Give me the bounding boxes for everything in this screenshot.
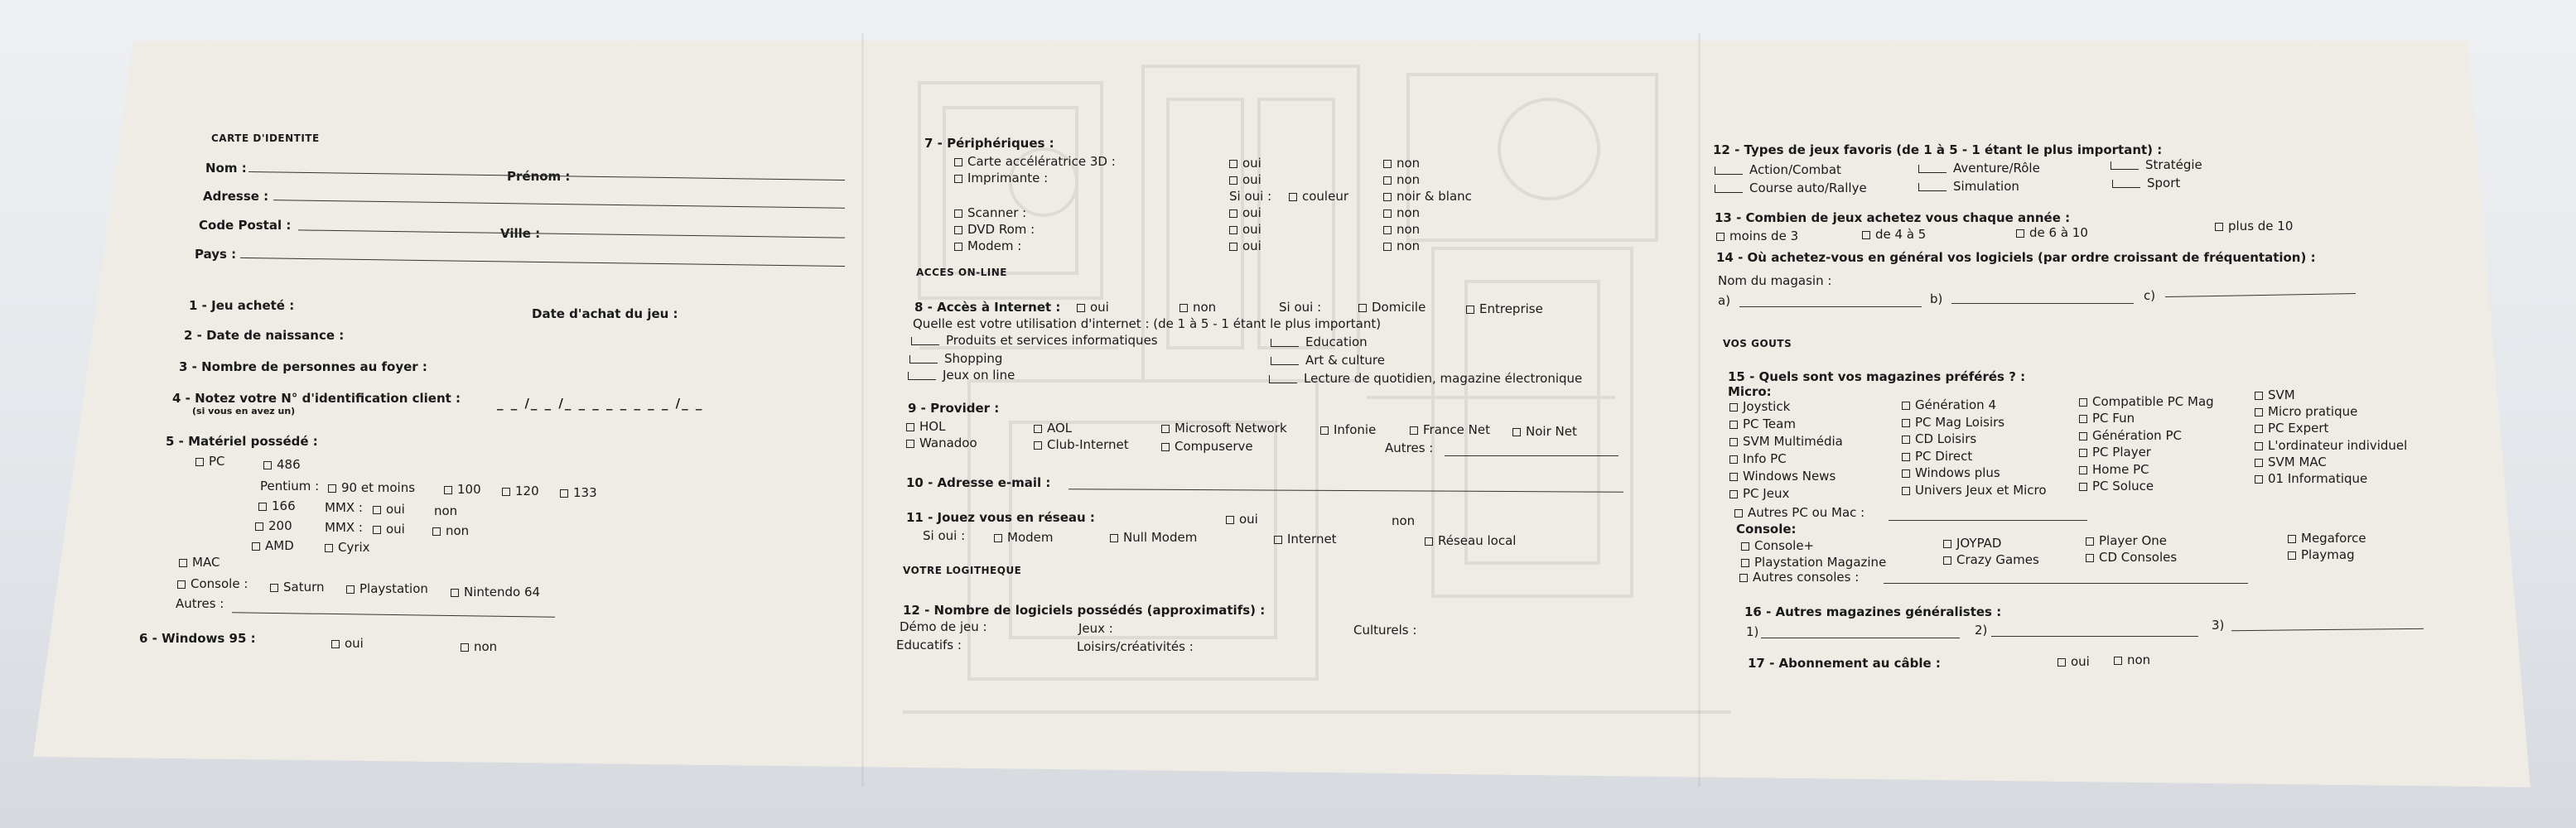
autres-mag-1-label: 1)	[1746, 624, 1759, 639]
couleur-option[interactable]: couleur	[1289, 189, 1348, 204]
msn-option[interactable]: Microsoft Network	[1161, 421, 1287, 436]
q8-non[interactable]: non	[1179, 300, 1216, 315]
console-magazine-option[interactable]	[1741, 555, 1886, 570]
q4-note: (si vous en avez un)	[192, 406, 296, 416]
modem-network-option[interactable]: Modem	[994, 530, 1053, 545]
q8-oui[interactable]: oui	[1077, 300, 1109, 315]
scanner-label: Scanner :	[954, 205, 1026, 220]
magasin-a-label: a)	[1718, 293, 1731, 308]
windows-non[interactable]: non	[461, 639, 497, 654]
loisirs-label: Loisirs/créativités :	[1077, 639, 1194, 654]
compuserve-option[interactable]: Compuserve	[1161, 439, 1253, 454]
magazine-label: SVM Multimédia	[1743, 434, 1843, 449]
noir-blanc-option[interactable]: noir & blanc	[1383, 189, 1472, 204]
nom-magasin-label: Nom du magasin :	[1718, 273, 1832, 288]
console-magazine-option[interactable]	[2086, 550, 2177, 565]
q12-label: 12 - Nombre de logiciels possédés (approximatifs) :	[903, 603, 1266, 618]
modem-oui[interactable]: oui	[1229, 238, 1261, 253]
console-magazine-label: CD Consoles	[2099, 550, 2178, 565]
q11-non[interactable]: non	[1392, 513, 1416, 528]
carte3d-oui[interactable]: oui	[1229, 156, 1261, 171]
magazine-label: Génération 4	[1915, 397, 1996, 412]
saturn-option[interactable]: Saturn	[270, 580, 325, 595]
magazine-option[interactable]	[1902, 397, 1996, 412]
amd-option[interactable]: AMD	[252, 538, 294, 553]
de4a5-option[interactable]: de 4 à 5	[1862, 227, 1926, 242]
q13-label: 13 - Combien de jeux achetez vous chaque année :	[1715, 210, 2071, 225]
autres-mag-3-label: 3)	[2212, 618, 2225, 633]
q8-si-oui: Si oui :	[1279, 300, 1322, 315]
q8-label: 8 - Accès à Internet :	[914, 300, 1061, 315]
internet-network-option[interactable]: Internet	[1274, 532, 1337, 546]
magazine-label: CD Loisirs	[1915, 431, 1977, 447]
q6-label: 6 - Windows 95 :	[139, 631, 256, 646]
166-option[interactable]: 166	[258, 498, 296, 513]
console-magazine-option[interactable]	[2086, 533, 2167, 548]
infonie-option[interactable]: Infonie	[1320, 422, 1376, 437]
imprimante-non[interactable]: non	[1383, 172, 1420, 187]
produits-option[interactable]: Produits et services informatiques	[911, 333, 1158, 348]
console-magazine-label: Player One	[2099, 533, 2167, 548]
magazine-option[interactable]	[1729, 469, 1836, 484]
mmx-label-2: MMX :	[325, 520, 363, 535]
mmx-non-2[interactable]: non	[432, 523, 469, 538]
q5-label: 5 - Matériel possédé :	[166, 434, 318, 449]
console-magazine-label: Playstation Magazine	[1754, 555, 1887, 570]
console-heading: Console:	[1736, 522, 1797, 537]
console-magazine-option[interactable]	[1943, 536, 2001, 551]
dvd-label: DVD Rom :	[954, 222, 1035, 237]
cyrix-option[interactable]: Cyrix	[325, 540, 370, 555]
q10-label: 10 - Adresse e-mail :	[906, 475, 1051, 490]
mmx-non-1[interactable]: non	[434, 503, 458, 518]
jeux-online-option[interactable]: Jeux on line	[908, 368, 1015, 383]
aol-option[interactable]: AOL	[1034, 421, 1072, 436]
nullmodem-option[interactable]: Null Modem	[1110, 530, 1197, 545]
q9-label: 9 - Provider :	[908, 401, 1000, 416]
magazine-label: PC Team	[1743, 416, 1796, 431]
wanadoo-option[interactable]: Wanadoo	[906, 436, 977, 450]
autres-pc-field[interactable]	[1889, 520, 2087, 521]
autres-mag-2-field[interactable]	[1991, 636, 2198, 637]
magazine-option[interactable]	[2255, 404, 2357, 419]
art-option[interactable]: Art & culture	[1271, 353, 1385, 368]
q11-oui[interactable]: oui	[1226, 512, 1258, 527]
provider-autres-label: Autres :	[1385, 440, 1434, 455]
q14-label: 14 - Où achetez-vous en général vos logiciels (par ordre croissant de fréquentation) :	[1716, 250, 2316, 265]
q11-si-oui: Si oui :	[923, 528, 966, 543]
utilisation-label: Quelle est votre utilisation d'internet : (de 1 à 5 - 1 étant le plus important)	[913, 316, 1382, 331]
reseau-local-option[interactable]: Réseau local	[1425, 533, 1516, 548]
provider-autres-field[interactable]	[1445, 455, 1618, 456]
console-magazine-option[interactable]	[1741, 538, 1814, 553]
magazine-option[interactable]	[2255, 388, 2295, 402]
console-magazine-option[interactable]	[1943, 552, 2039, 567]
pentium-label: Pentium :	[260, 479, 320, 493]
magazine-label: PC Soluce	[2092, 479, 2154, 493]
90-option[interactable]: 90 et moins	[328, 480, 415, 495]
mmx-oui-2[interactable]: oui	[373, 522, 405, 537]
educatifs-label: Educatifs :	[896, 638, 962, 652]
magazine-label: PC Jeux	[1743, 486, 1790, 501]
autres-pc-label: Autres PC ou Mac :	[1734, 505, 1864, 520]
scanner-non[interactable]: non	[1383, 205, 1420, 220]
magazine-label: PC Fun	[2092, 411, 2135, 426]
200-option[interactable]: 200	[255, 518, 292, 533]
magazine-label: Génération PC	[2092, 427, 2182, 443]
magazine-label: PC Expert	[2268, 421, 2329, 436]
strategie-option[interactable]: Stratégie	[2110, 157, 2202, 172]
magazine-label: Compatible PC Mag	[2092, 394, 2214, 409]
q1-label: 1 - Jeu acheté :	[189, 298, 295, 313]
gouts-heading: VOS GOUTS	[1723, 338, 1792, 349]
micro-label: Micro:	[1728, 384, 1772, 399]
magazine-option[interactable]	[1729, 451, 1787, 466]
magazine-option[interactable]	[1729, 434, 1843, 449]
plus10-option[interactable]: plus de 10	[2215, 219, 2293, 233]
console-magazine-label: JOYPAD	[1956, 536, 2002, 551]
de6a10-option[interactable]: de 6 à 10	[2016, 225, 2088, 240]
magazine-label: L'ordinateur individuel	[2268, 437, 2408, 453]
windows-oui[interactable]: oui	[331, 636, 364, 651]
ville-label: Ville :	[500, 226, 541, 241]
console-magazine-option[interactable]	[2288, 547, 2355, 562]
si-oui-label: Si oui :	[1229, 189, 1272, 204]
dvd-non[interactable]: non	[1383, 222, 1420, 237]
nom-label: Nom :	[205, 161, 247, 176]
culturels-label: Culturels :	[1353, 623, 1417, 638]
clubinternet-option[interactable]: Club-Internet	[1034, 437, 1129, 452]
magazine-option[interactable]	[1902, 465, 2000, 480]
carte-identite-heading: CARTE D'IDENTITE	[211, 132, 320, 144]
demo-label: Démo de jeu :	[900, 619, 987, 634]
magazine-label: Windows News	[1743, 469, 1836, 484]
mmx-label-1: MMX :	[325, 500, 363, 515]
magazine-option[interactable]	[2255, 421, 2328, 436]
magazine-label: Home PC	[2092, 461, 2149, 477]
magazine-label: PC Mag Loisirs	[1915, 414, 2005, 430]
jeux-label: Jeux :	[1078, 621, 1113, 636]
lecture-option[interactable]: Lecture de quotidien, magazine électronique	[1269, 371, 1582, 386]
magazine-option[interactable]	[1902, 415, 2004, 430]
q7-label: 7 - Périphériques :	[924, 136, 1054, 151]
magazine-label: PC Player	[2092, 445, 2151, 460]
console-magazine-label: Crazy Games	[1956, 552, 2039, 567]
console-magazine-label: Megaforce	[2301, 531, 2366, 546]
code-postal-label: Code Postal :	[199, 218, 292, 233]
magasin-b-label: b)	[1930, 291, 1943, 306]
acces-online-heading: ACCES ON-LINE	[916, 267, 1007, 278]
q2-label: 2 - Date de naissance :	[184, 328, 345, 343]
100-option[interactable]: 100	[444, 482, 481, 497]
q3-label: 3 - Nombre de personnes au foyer :	[179, 359, 427, 374]
magazine-label: Info PC	[1743, 451, 1787, 466]
entreprise-option[interactable]: Entreprise	[1466, 301, 1543, 316]
course-option[interactable]: Course auto/Rallye	[1715, 181, 1867, 195]
magazine-option[interactable]	[1729, 486, 1789, 501]
console-magazine-label: Playmag	[2301, 547, 2355, 562]
magazine-option[interactable]	[2255, 471, 2367, 486]
modem-non[interactable]: non	[1383, 238, 1420, 253]
imprimante-oui[interactable]: oui	[1229, 172, 1261, 187]
autres-consoles-label: Autres consoles :	[1739, 570, 1859, 585]
magazine-option[interactable]	[2079, 445, 2151, 460]
magazine-option[interactable]	[2255, 455, 2327, 469]
q12b-label: 12 - Types de jeux favoris (de 1 à 5 - 1 étant le plus important) :	[1713, 142, 2163, 157]
magasin-b-field[interactable]	[1951, 303, 2134, 304]
imprimante-label: Imprimante :	[954, 171, 1048, 185]
q4-id-field[interactable]: _ _ /_ _ /_ _ _ _ _ _ _ _ /_ _	[497, 396, 704, 411]
cable-non[interactable]: non	[2114, 652, 2150, 667]
magazine-option[interactable]	[1729, 416, 1796, 431]
magazine-label: PC Direct	[1915, 448, 1973, 464]
autres-label: Autres :	[176, 596, 224, 611]
playstation-option[interactable]: Playstation	[346, 581, 428, 596]
q4-label: 4 - Notez votre N° d'identification client :	[172, 391, 461, 406]
magazine-label: Univers Jeux et Micro	[1915, 483, 2047, 498]
console-magazine-option[interactable]	[2288, 531, 2366, 546]
magazine-label: Micro pratique	[2268, 404, 2358, 420]
magazine-option[interactable]	[1729, 399, 1790, 414]
date-achat-label: Date d'achat du jeu :	[532, 306, 678, 321]
magazine-option[interactable]	[2079, 462, 2149, 477]
prenom-label: Prénom :	[507, 169, 571, 184]
magazine-option[interactable]	[2079, 428, 2182, 443]
mac-option[interactable]: MAC	[179, 555, 219, 570]
francenet-option[interactable]: France Net	[1410, 422, 1490, 437]
magazine-label: SVM MAC	[2268, 454, 2327, 469]
cable-oui[interactable]: oui	[2057, 654, 2090, 669]
magazine-option[interactable]	[2079, 479, 2154, 493]
magazine-option[interactable]	[1902, 431, 1976, 446]
scanner-oui[interactable]: oui	[1229, 205, 1261, 220]
nintendo64-option[interactable]: Nintendo 64	[451, 585, 540, 599]
shopping-option[interactable]: Shopping	[909, 351, 1002, 366]
magazine-option[interactable]	[1902, 449, 1972, 464]
carte3d-label: Carte accélératrice 3D :	[954, 154, 1116, 169]
magazine-label: Joystick	[1743, 399, 1791, 414]
simulation-option[interactable]: Simulation	[1918, 179, 2019, 194]
magazine-option[interactable]	[2079, 411, 2135, 426]
autres-mag-2-label: 2)	[1975, 623, 1988, 638]
aventure-option[interactable]: Aventure/Rôle	[1918, 161, 2040, 176]
133-option[interactable]: 133	[560, 485, 597, 500]
autres-consoles-field[interactable]	[1884, 583, 2248, 584]
pays-label: Pays :	[195, 247, 237, 262]
sport-option[interactable]: Sport	[2112, 176, 2180, 190]
pc-option[interactable]: PC	[195, 454, 225, 469]
noirnet-option[interactable]: Noir Net	[1512, 424, 1577, 439]
console-option[interactable]: Console :	[177, 576, 248, 591]
magazine-label: Windows plus	[1915, 465, 2000, 481]
hol-option[interactable]: HOL	[906, 419, 945, 434]
q11-label: 11 - Jouez vous en réseau :	[906, 510, 1095, 525]
q16-label: 16 - Autres magazines généralistes :	[1744, 604, 2002, 619]
modem-label: Modem :	[954, 238, 1021, 253]
adresse-label: Adresse :	[203, 189, 269, 204]
q15-label: 15 - Quels sont vos magazines préférés ? :	[1728, 369, 2026, 384]
education-option[interactable]: Education	[1271, 335, 1368, 349]
mmx-oui-1[interactable]: oui	[373, 502, 405, 517]
console-magazine-label: Console+	[1754, 538, 1815, 553]
magazine-label: SVM	[2268, 388, 2295, 402]
magasin-c-label: c)	[2144, 288, 2156, 303]
magazine-option[interactable]	[2079, 394, 2214, 409]
magazine-option[interactable]	[2255, 438, 2407, 453]
carte3d-non[interactable]: non	[1383, 156, 1420, 171]
magazine-label: 01 Informatique	[2268, 471, 2368, 486]
moins3-option[interactable]: moins de 3	[1716, 229, 1798, 243]
magasin-a-field[interactable]	[1739, 306, 1922, 307]
q17-label: 17 - Abonnement au câble :	[1748, 656, 1941, 671]
486-option[interactable]: 486	[263, 457, 301, 472]
domicile-option[interactable]: Domicile	[1358, 300, 1425, 315]
action-option[interactable]: Action/Combat	[1715, 162, 1841, 177]
dvd-oui[interactable]: oui	[1229, 222, 1261, 237]
magazine-option[interactable]	[1902, 483, 2047, 498]
logitheque-heading: VOTRE LOGITHEQUE	[903, 565, 1022, 576]
120-option[interactable]: 120	[502, 484, 539, 498]
fold-line-left	[861, 33, 864, 787]
